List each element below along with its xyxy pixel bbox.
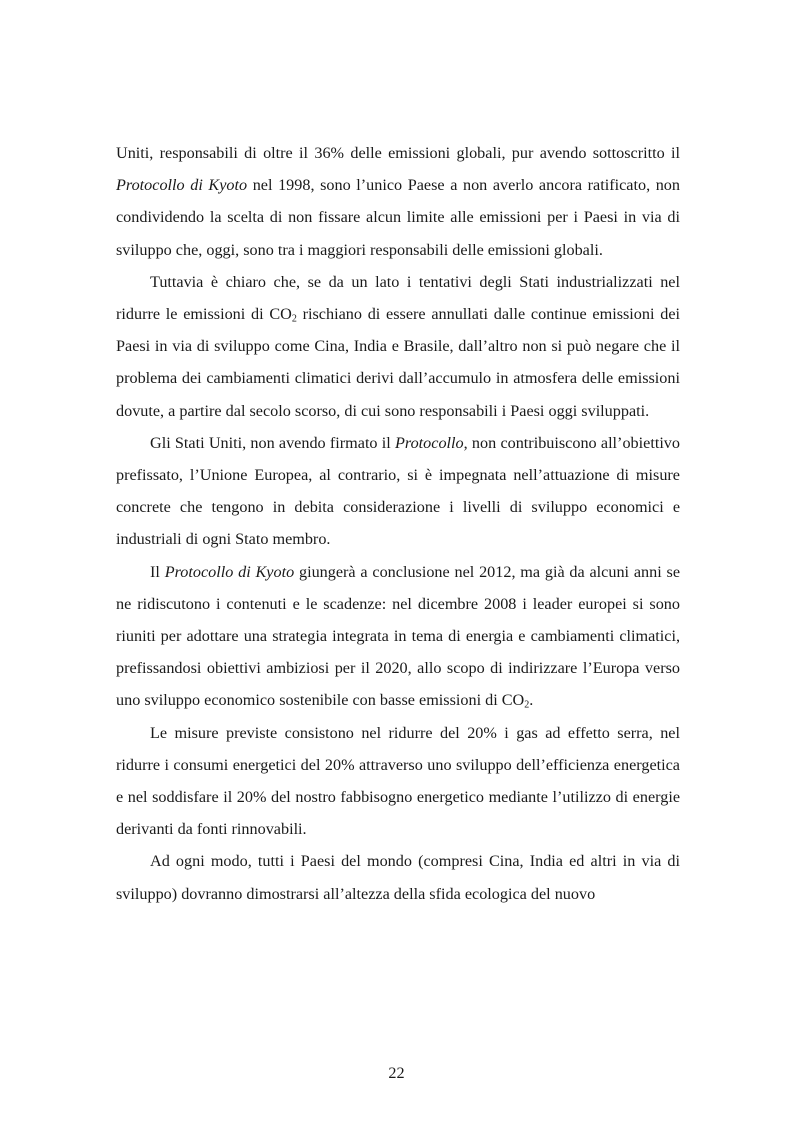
subscript: 2	[524, 699, 530, 711]
paragraph-2: Tuttavia è chiaro che, se da un lato i tentativi degli Stati industrializzati nel ridurre le emissioni di $CO_2$ rischiano di essere annullati dalle continue emissioni dei Paesi in via di sviluppo come Cina, India e Brasile, dall’altro non si può negare che il problema dei cambiamenti climatici derivi dall’accumulo in atmosfera delle emissioni dovute, a partire dal secolo scorso, di cui sono responsabili i Paesi oggi sviluppati.	[116, 272, 681, 420]
subscript: 2	[291, 313, 297, 325]
page-number: 22	[388, 1064, 405, 1082]
paragraph-4: Il Protocollo di Kyoto giungerà a conclusione nel 2012, ma già da alcuni anni se ne ridiscutono i contenuti e le scadenze: nel dicembre 2008 i leader europei si sono riuniti per adottare una strategia integrata in tema di energia e cambiamenti climatici, prefissandosi obiettivi ambiziosi per il 2020, allo scopo di indirizzare l’Europa verso uno sviluppo economico sostenibile con basse emissioni di $CO_2$.	[116, 562, 680, 711]
paragraph-1: Uniti, responsabili di oltre il 36% delle emissioni globali, pur avendo sottoscritto il Protocollo di Kyoto nel 1998, sono l’unico Paese a non averlo ancora ratificato, non condividendo la scelta di non fissare alcun limite alle emissioni per i Paesi in via di sviluppo che, oggi, sono tra i maggiori responsabili delle emissioni globali.	[116, 144, 680, 259]
italic-title: Protocollo di Kyoto	[116, 176, 248, 195]
italic-title: Protocollo di Kyoto	[164, 562, 295, 581]
paragraph-6: Ad ogni modo, tutti i Paesi del mondo (compresi Cina, India ed altri in via di sviluppo) dovranno dimostrarsi all’altezza della sfida ecologica del nuovo	[116, 852, 680, 903]
paragraph-3: Gli Stati Uniti, non avendo firmato il Protocollo, non contribuiscono all’obiettivo prefissato, l’Unione Europea, al contrario, si è impegnata nell’attuazione di misure concrete che tengono in debita considerazione i livelli di sviluppo economici e industriali di ogni Stato membro.	[116, 433, 680, 549]
page-body	[116, 137, 680, 910]
italic-title: Protocollo	[395, 433, 464, 452]
paragraph-5: Le misure previste consistono nel ridurre del 20% i gas ad effetto serra, nel ridurre i consumi energetici del 20% attraverso uno sviluppo dell’efficienza energetica e nel soddisfare il 20% del nostro fabbisogno energetico mediante l’utilizzo di energie derivanti da fonti rinnovabili.	[116, 723, 680, 839]
